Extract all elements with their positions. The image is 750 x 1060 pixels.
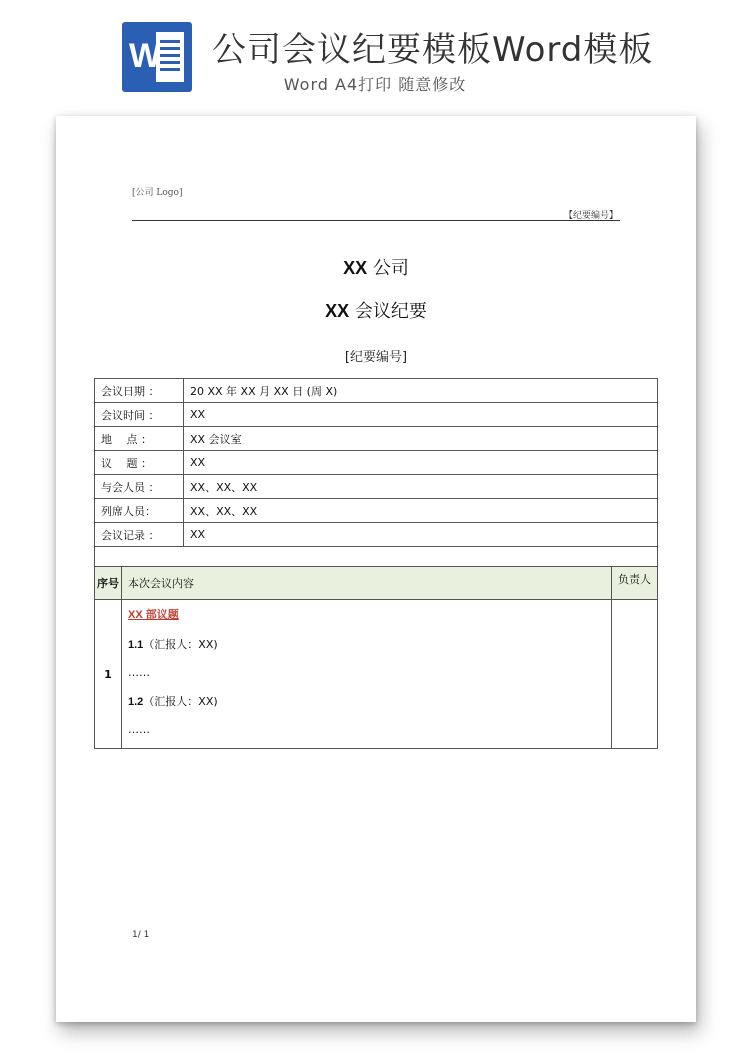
agenda-row-responsible <box>612 600 658 749</box>
company-name: XX 公司 <box>343 258 409 279</box>
info-value: XX <box>184 403 658 427</box>
info-label: 会议时间 ： <box>95 403 184 427</box>
banner <box>0 0 750 110</box>
banner-subtitle: Word A4打印 随意修改 <box>283 75 467 94</box>
info-row <box>95 427 658 451</box>
info-row <box>95 451 658 475</box>
agenda-header-row <box>95 567 658 600</box>
header-minutes-number: 【纪要编号】 <box>563 211 618 221</box>
info-value: XX <box>184 451 658 475</box>
info-row <box>95 523 658 547</box>
info-label: 会议日期 ： <box>95 379 184 403</box>
minutes-number: [纪要编号] <box>344 350 408 365</box>
info-value: XX 会议室 <box>184 427 658 451</box>
info-empty-row <box>95 547 658 567</box>
info-row <box>95 403 658 427</box>
agenda-section-title: XX 部议题 <box>128 609 179 621</box>
agenda-item: …… <box>128 723 150 736</box>
info-value: XX、XX、XX <box>184 499 658 523</box>
agenda-row-num: 1 <box>95 600 122 749</box>
banner-title: 公司会议纪要模板Word模板 <box>212 30 654 70</box>
info-value: XX <box>184 523 658 547</box>
info-label: 议 题 ： <box>95 451 184 475</box>
agenda-table <box>94 566 658 749</box>
info-value: XX、XX、XX <box>184 475 658 499</box>
info-row <box>95 379 658 403</box>
info-row <box>95 499 658 523</box>
word-icon-letter: W <box>128 37 162 75</box>
info-label: 地 点 ： <box>95 427 184 451</box>
info-value: 20 XX 年 XX 月 XX 日 (周 X) <box>184 379 658 403</box>
agenda-row-content <box>122 600 612 749</box>
meeting-info-table <box>94 378 658 567</box>
header-divider <box>132 220 620 221</box>
agenda-item: …… <box>128 666 150 679</box>
info-label: 列席人员： <box>95 499 184 523</box>
page-number: 1/ 1 <box>132 930 150 940</box>
agenda-header-responsible: 负责人 <box>612 567 658 600</box>
info-label: 与会人员 ： <box>95 475 184 499</box>
agenda-row <box>95 600 658 749</box>
meeting-title: XX 会议纪要 <box>325 301 427 322</box>
logo-placeholder: [公司 Logo] <box>132 188 183 198</box>
agenda-header-num: 序号 <box>95 567 122 600</box>
agenda-item: 1.1（汇报人：XX) <box>128 638 218 651</box>
agenda-item: 1.2（汇报人：XX) <box>128 695 218 708</box>
info-row <box>95 475 658 499</box>
document-page <box>56 116 696 1022</box>
info-label: 会议记录 ： <box>95 523 184 547</box>
agenda-header-content: 本次会议内容 <box>122 567 612 600</box>
